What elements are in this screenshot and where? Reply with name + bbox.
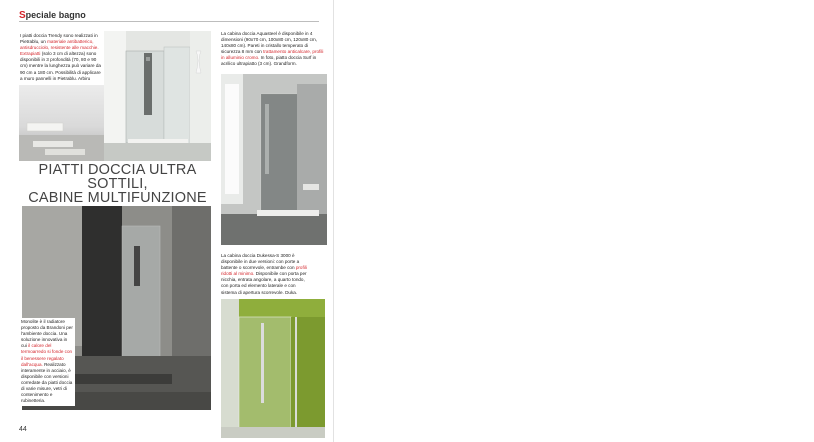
- caption-aquasteel: [221, 31, 325, 68]
- section-title-text: peciale bagno: [25, 10, 86, 20]
- headline-line-2: CABINE MULTIFUNZIONE: [28, 190, 207, 206]
- caption-text: Monolite è il radiatore proposto da Brandoni per l'ambiente doccia. Una soluzione innovativa in cui: [21, 319, 73, 349]
- page-number: 44: [19, 426, 27, 433]
- caption-text: Realizzato interamente in acciaio, è disponibile con versioni corredate da piatti doccia di varie misure, vetri di contenimento e rubinetteria.: [21, 361, 73, 404]
- section-title-initial: S: [19, 10, 26, 21]
- photo-dukessa: [221, 299, 325, 438]
- photo-trendy: [104, 31, 211, 161]
- section-title: [19, 10, 86, 21]
- caption-highlight: materiale antibatterico, antisdrucciolo, resistente alle macchie.: [20, 39, 99, 51]
- caption-dukessa: [221, 253, 311, 296]
- caption-highlight: Extrapiatti: [20, 51, 41, 57]
- magazine-page-left: [0, 0, 333, 442]
- caption-text: Disponibile con porta per nicchia, entrata angolare, a quarto tondo, con porta ed elemento laterale e con sistema di apertura scorrevole. Duka.: [221, 271, 307, 295]
- title-rule: [19, 21, 319, 22]
- caption-highlight: il calore del termoarredo si fonde con il benessere regalato dall'acqua.: [21, 343, 73, 367]
- photo-aquasteel: [221, 74, 327, 245]
- caption-trendy: [20, 33, 102, 82]
- photo-trendy-floor: [19, 85, 105, 161]
- caption-highlight: profili ridotti al minimo.: [221, 265, 307, 277]
- caption-text: (solo 3 cm di altezza) sono disponibili in 3 profondità (70, 80 e 90 cm) mentre la lunghezza può variare da 90 cm a 180 cm. Possibilità di applicare a muro pannelli in Pietrablu. Arbiru: [20, 51, 101, 81]
- caption-monolite: [20, 318, 75, 406]
- caption-highlight: trattamento anticalcare, profili in alluminio cromo.: [221, 49, 324, 61]
- magazine-page-right-blank: [334, 0, 814, 442]
- caption-text: I piatti doccia Trendy sono realizzati in Pietrablu, un: [20, 33, 98, 45]
- caption-text: In foto, piatto doccia Surf in acrilico ultrapiatto (3 cm). Grandform.: [221, 55, 317, 67]
- caption-text: La cabina doccia Dukessa-S 3000 è disponibile in due versioni: con porte a battente o scorrevole, entrambe con: [221, 253, 300, 271]
- headline-line-1: PIATTI DOCCIA ULTRA SOTTILI,: [38, 162, 197, 192]
- caption-text: La cabina doccia Aquasteel è disponibile in 4 dimensioni (90x70 cm, 100x80 cm, 120x80 cm, 140x80 cm). Pareti in cristallo temperato di sicurezza 8 mm con: [221, 31, 318, 55]
